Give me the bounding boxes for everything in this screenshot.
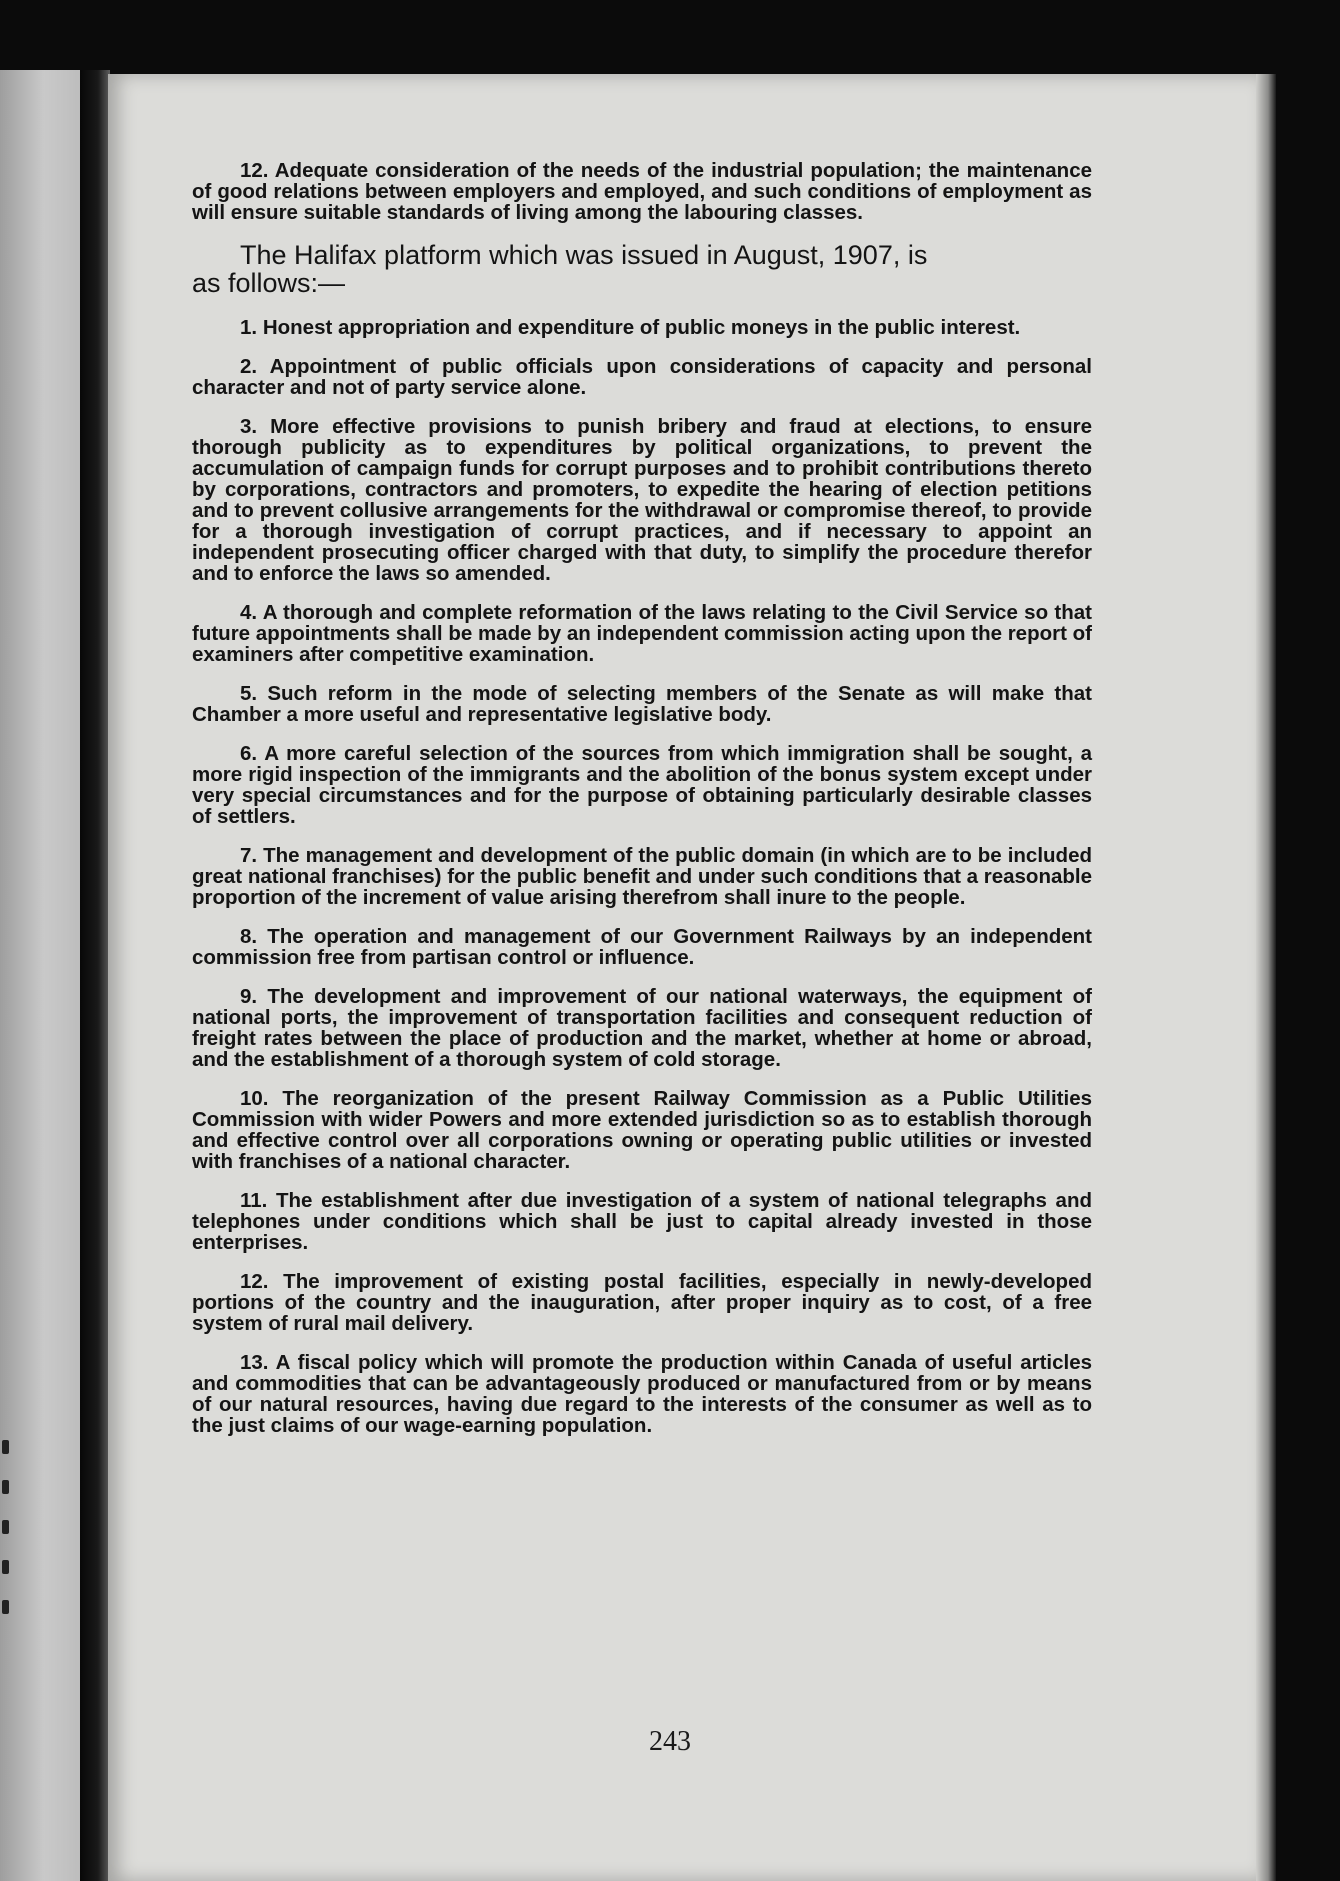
item-text: The improvement of existing postal facilities, especially in newly-developed portions of the country and the inauguration, after proper inquiry as to cost, of a free system of rural mail delivery. (192, 1270, 1092, 1335)
item-number: 3. (240, 415, 258, 438)
item-text: Appointment of public officials upon considerations of capacity and personal character and not of party service alone. (192, 355, 1092, 399)
platform-item (192, 602, 1092, 665)
item-text: More effective provisions to punish bribery and fraud at elections, to ensure thorough publicity as to expenditures by political organizations, to prevent the accumulation of campaign funds for corrupt purposes and to prohibit contributions thereto by corporations, contractors and promoters, to expedite the hearing of election petitions and to prevent collusive arrangements for the withdrawal or compromise thereof, to provide for a thorough investigation of corrupt practices, and if necessary to appoint an independent prosecuting officer charged with that duty, to simplify the procedure therefor and to enforce the laws so amended. (192, 415, 1092, 585)
item-text: A more careful selection of the sources from which immigration shall be sought, a more rigid inspection of the immigrants and the abolition of the bonus system except under very special circumstances and for the purpose of obtaining particularly desirable classes of settlers. (192, 742, 1092, 828)
item-number: 13. (240, 1351, 269, 1374)
item-number: 1. (240, 316, 258, 339)
platform-item (192, 416, 1092, 584)
item-number: 12. (240, 159, 269, 182)
item-text: The operation and management of our Government Railways by an independent commission free from partisan control or influence. (192, 925, 1093, 969)
facing-page-text-fragments (2, 1440, 12, 1640)
item-text: The management and development of the public domain (in which are to be included great national franchises) for the public benefit and under such conditions that a reasonable proportion of the increment of value arising therefrom shall inure to the people. (192, 844, 1092, 909)
item-text: The reorganization of the present Railway Commission as a Public Utilities Commission with wider Powers and more extended jurisdiction so as to establish thorough and effective control over all corporations owning or operating public utilities or invested with franchises of a national character. (192, 1087, 1092, 1173)
platform-item (192, 683, 1092, 725)
platform-item (192, 986, 1092, 1070)
platform-item (192, 926, 1092, 968)
intro-paragraph (192, 241, 1092, 297)
platform-item (192, 317, 1092, 338)
platform-item (192, 356, 1092, 398)
item-number: 10. (240, 1087, 269, 1110)
item-text: Such reform in the mode of selecting members of the Senate as will make that Chamber a more useful and representative legislative body. (192, 682, 1092, 726)
page-number: 243 (649, 1726, 691, 1757)
item-number: 6. (240, 742, 258, 765)
page-right-edge (1256, 74, 1276, 1881)
item-text: A fiscal policy which will promote the production within Canada of useful articles and commodities that can be advantageously produced or manufactured from or by means of our natural resources, having due regard to the interests of the consumer as well as to the just claims of our wage-earning population. (192, 1351, 1092, 1437)
platform-item (192, 1088, 1092, 1172)
item-number: 5. (240, 682, 258, 705)
item-number: 4. (240, 601, 258, 624)
item-number: 9. (240, 985, 258, 1008)
item-number: 12. (240, 1270, 269, 1293)
platform-item (192, 845, 1092, 908)
item-text: A thorough and complete reformation of the laws relating to the Civil Service so that future appointments shall be made by an independent commission acting upon the report of examiners after competitive examination. (192, 601, 1093, 666)
item-text: Honest appropriation and expenditure of public moneys in the public interest. (262, 316, 1021, 339)
item-number: 7. (240, 844, 258, 867)
top-item (192, 160, 1092, 223)
platform-item (192, 743, 1092, 827)
item-text: The establishment after due investigation of a system of national telegraphs and telephones under conditions which shall be just to capital already invested in those enterprises. (192, 1189, 1092, 1254)
intro-first-line: The Halifax platform which was issued in August, 1907, is (240, 240, 928, 270)
item-number: 8. (240, 925, 258, 948)
platform-item (192, 1271, 1092, 1334)
item-text: The development and improvement of our national waterways, the equipment of national ports, the improvement of transportation facilities and consequent reduction of freight rates between the place of production and the market, whether at home or abroad, and the establishment of a thorough system of cold storage. (192, 985, 1092, 1071)
facing-page-edge (0, 70, 80, 1881)
item-text: Adequate consideration of the needs of the industrial population; the maintenance of good relations between employers and employed, and such conditions of employment as will ensure suitable standards of living among the labouring classes. (192, 159, 1092, 224)
platform-item (192, 1190, 1092, 1253)
page-text (192, 160, 1092, 1454)
item-number: 2. (240, 355, 258, 378)
intro-second-line: as follows:— (192, 268, 346, 298)
platform-item (192, 1352, 1092, 1436)
book-spine (80, 70, 110, 1881)
item-number: 11. (240, 1189, 268, 1212)
